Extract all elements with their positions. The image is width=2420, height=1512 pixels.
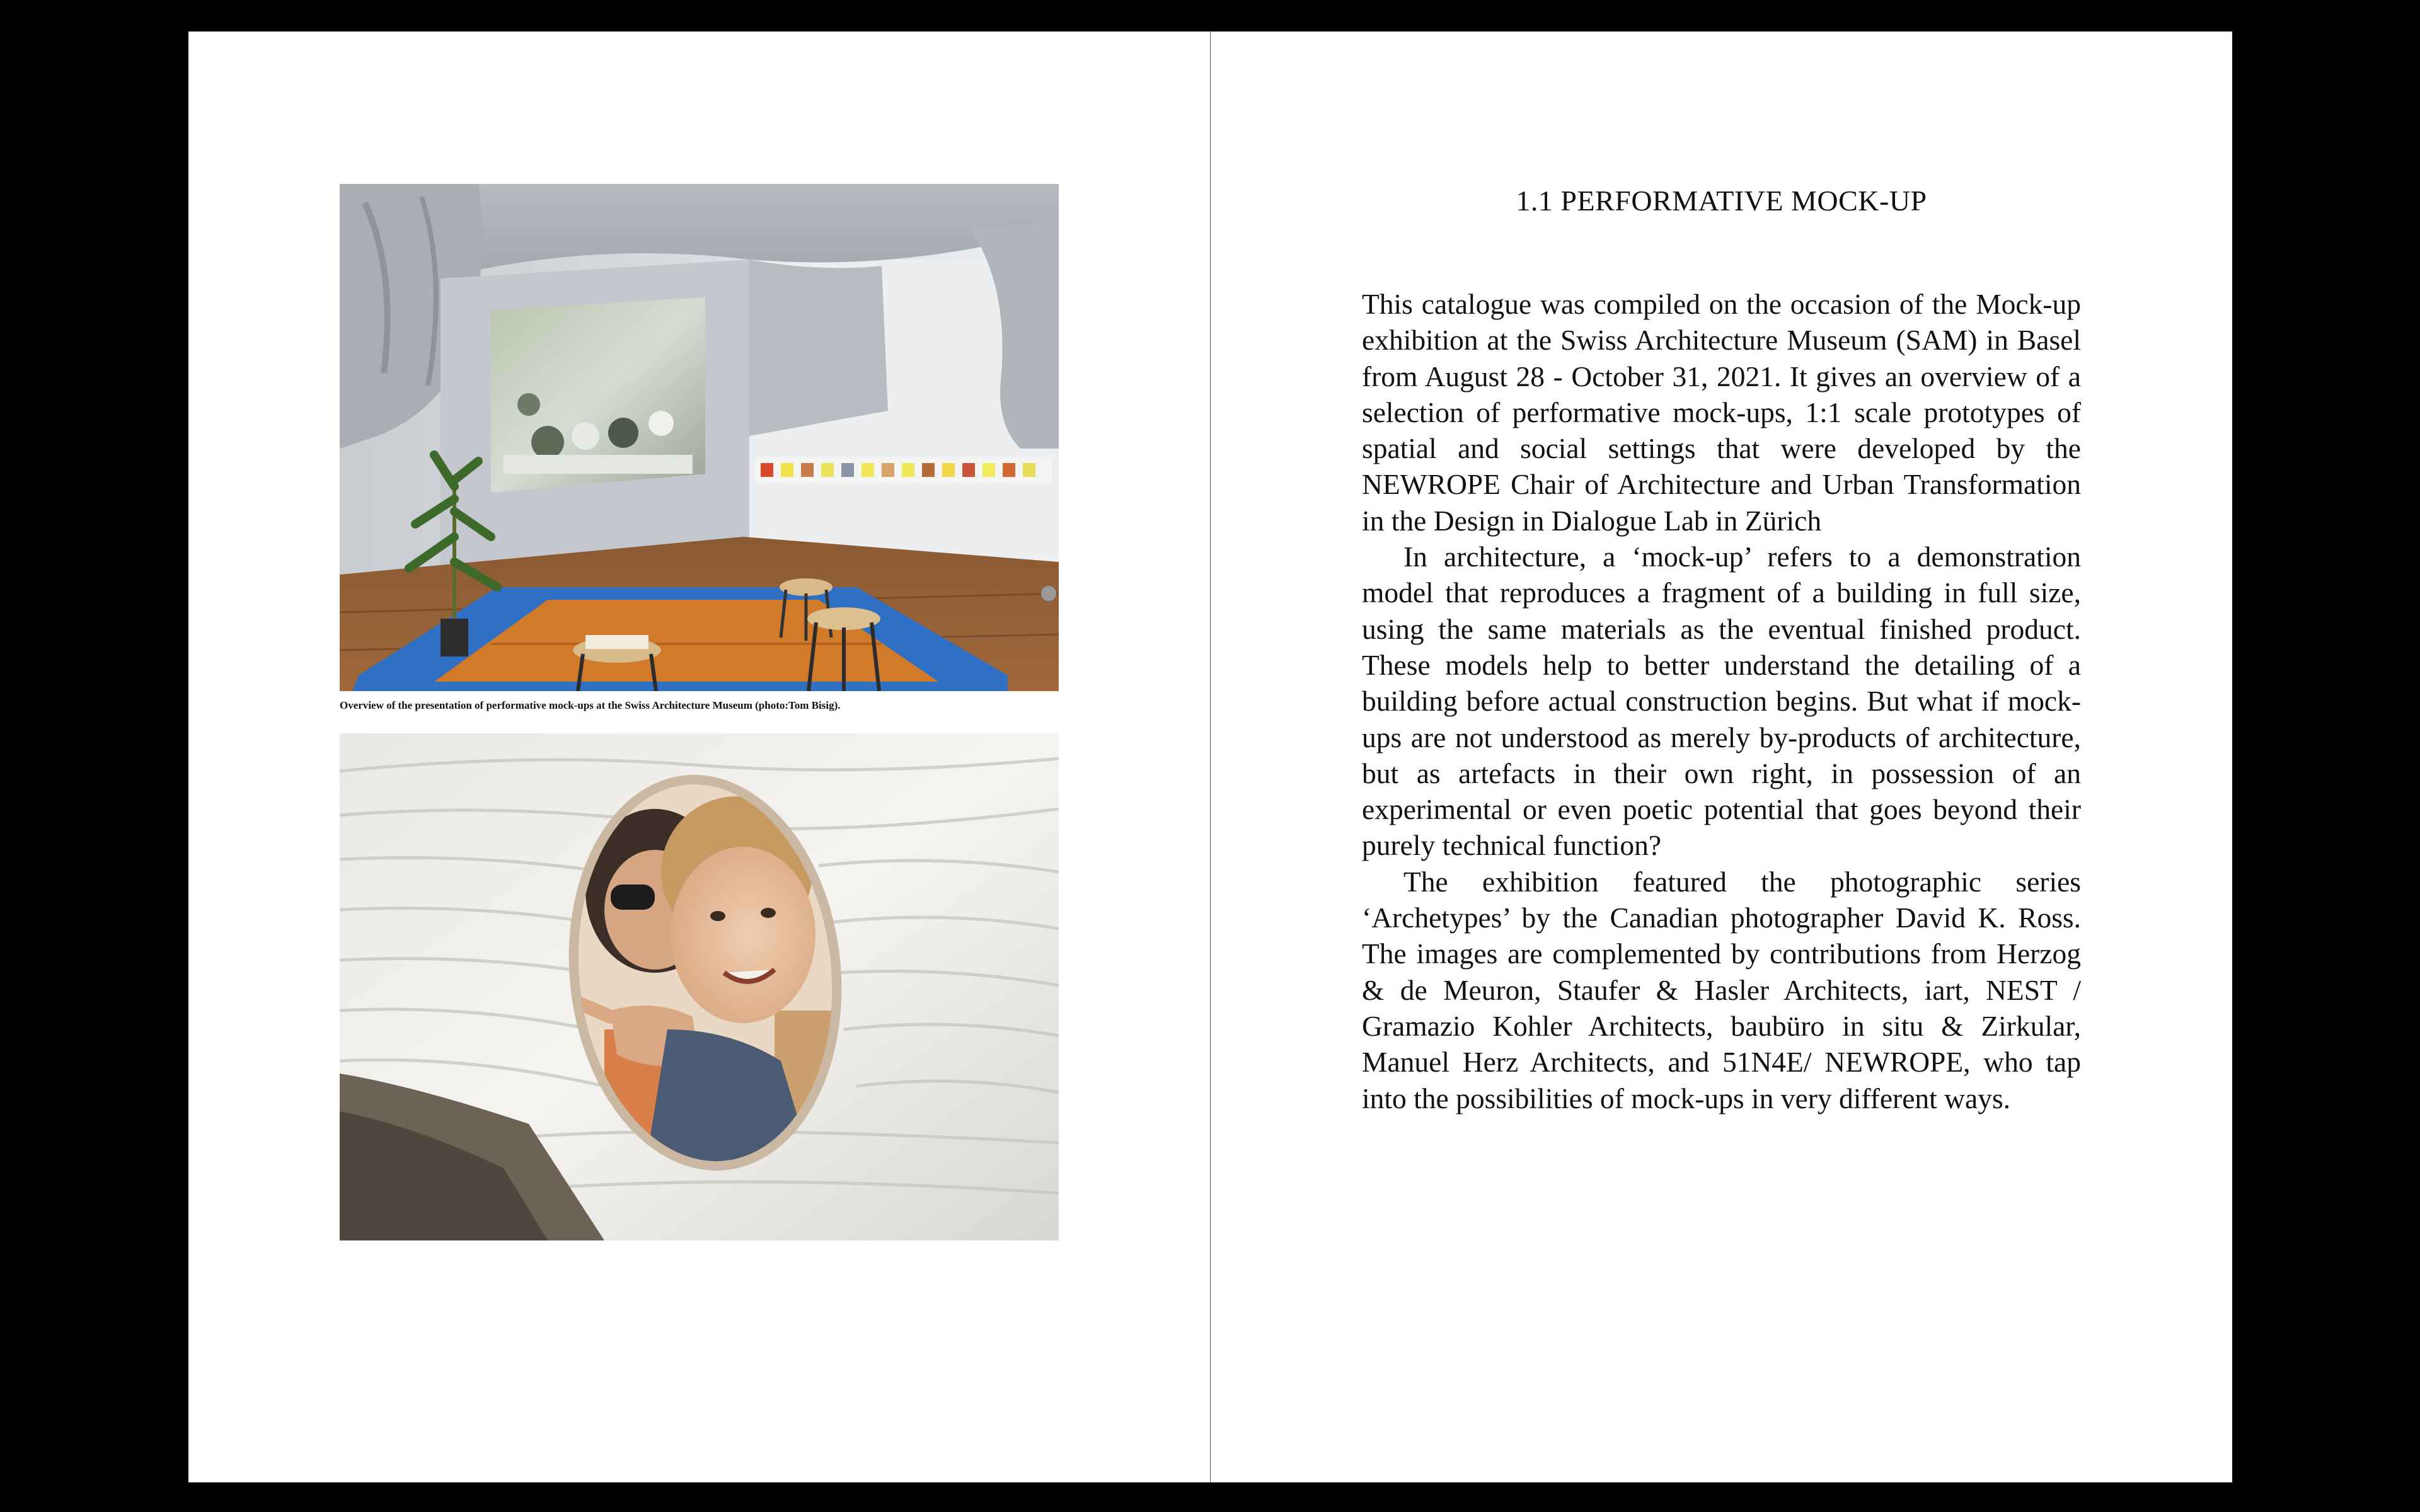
mock-up-detail-photo <box>340 733 1059 1240</box>
page-spread <box>188 32 2232 1482</box>
right-page <box>1211 32 2232 1482</box>
body-text <box>1362 286 2081 1116</box>
exhibition-overview-photo <box>340 184 1059 691</box>
paragraph-3: The exhibition featured the photographic series ‘Archetypes’ by the Canadian photographer David K. Ross. The images are complemented by contributions from Herzog & de Meuron, Staufer & Hasler Architects, iart, NEST / Gramazio Kohler Architects, baubüro in situ & Zirkular, Manuel Herz Architects, and 51N4E/ NEWROPE, who tap into the possibilities of mock-ups in very different ways. <box>1362 865 2081 1114</box>
paragraph-2: In architecture, a ‘mock-up’ refers to a demonstration model that reproduces a fragment of a building in full size, using the same materials as the eventual finished product. These models help to better understand the detailing of a building before actual construction begins. But what if mock-ups are not understood as merely by-products of architecture, but as artefacts in their own right, in possession of an experimental or even poetic potential that goes beyond their purely technical function? <box>1362 541 2081 862</box>
photo-caption: Overview of the presentation of performative mock-ups at the Swiss Architecture Museum (photo:Tom Bisig). <box>340 699 841 711</box>
section-title: 1.1 PERFORMATIVE MOCK-UP <box>1516 185 1927 217</box>
left-page <box>188 32 1210 1482</box>
paragraph-1: This catalogue was compiled on the occasion of the Mock-up exhibition at the Swiss Architecture Museum (SAM) in Basel from August 28 - October 31, 2021. It gives an overview of a selection of performative mock-ups, 1:1 scale prototypes of spatial and social settings that were developed by the NEWROPE Chair of Architecture and Urban Transformation in the Design in Dialogue Lab in Zürich <box>1362 288 2081 537</box>
